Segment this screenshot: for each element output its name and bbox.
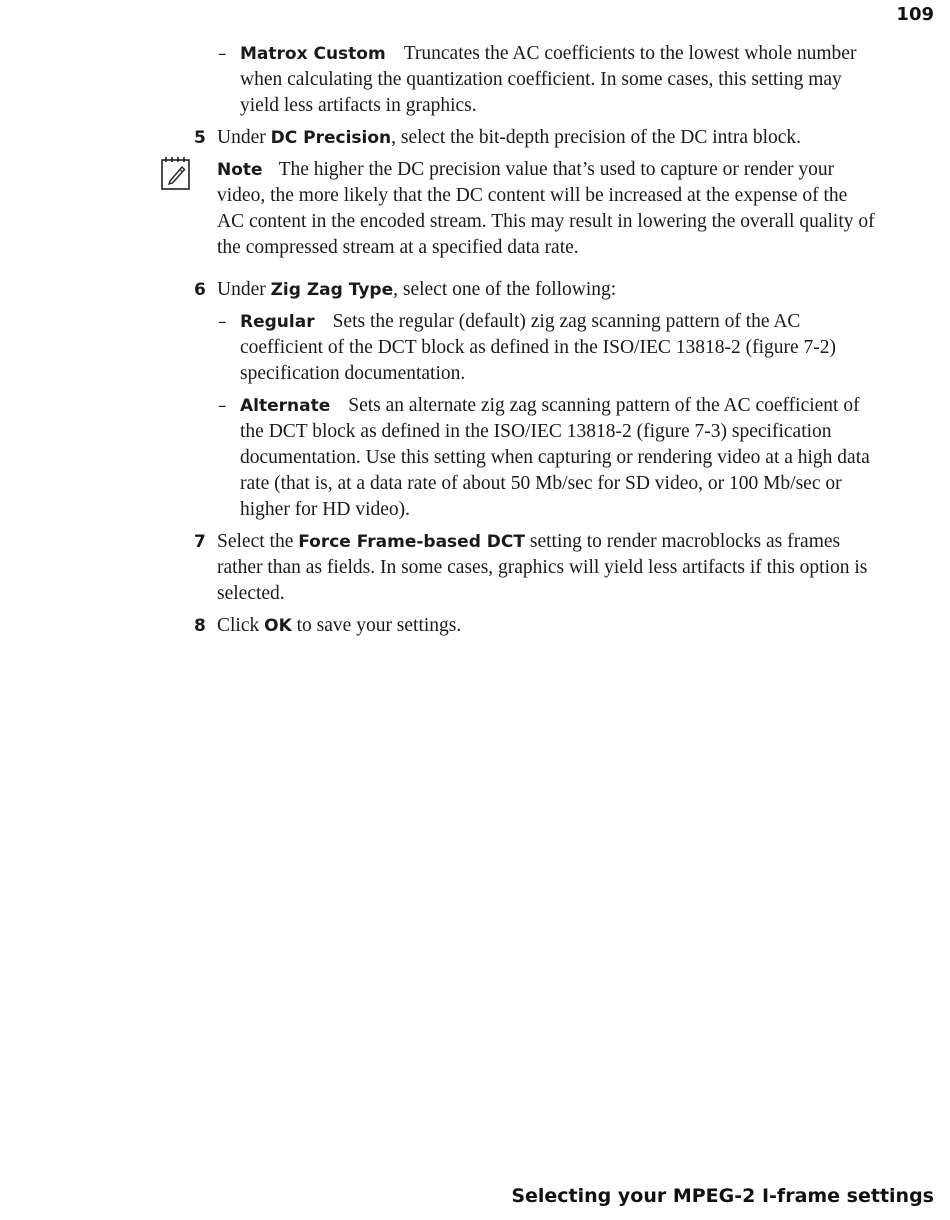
step-number: 7 [194, 532, 206, 552]
option-description: Truncates the AC coefficients to the lowest whole number when calculating the quantization coefficient. In some cases, this setting may yield less artifacts in graphics. [240, 43, 857, 116]
note-text: The higher the DC precision value that’s used to capture or render your video, the more likely that the DC content will be increased at the expense of the AC content in the encoded stream. This may result in lowering the overall quality of the compressed stream at a specified data rate. [217, 159, 875, 258]
note-label: Note [217, 160, 263, 180]
section-footer-title: Selecting your MPEG-2 I-frame settings [511, 1185, 934, 1207]
option-regular [218, 309, 876, 387]
option-description: Sets an alternate zig zag scanning pattern of the AC coefficient of the DCT block as defined in the ISO/IEC 13818-2 (figure 7-3) specification documentation. Use this setting when capturing or rendering video at a high data rate (that is, at a data rate of about 50 Mb/sec for SD video, or 100 Mb/sec or higher for HD video). [240, 395, 870, 520]
page-content [0, 41, 950, 645]
step-term: DC Precision [270, 128, 392, 148]
step-5 [194, 125, 877, 151]
option-alternate [218, 393, 876, 523]
step-term: Force Frame-based DCT [298, 532, 525, 552]
step-text-prefix: Click [217, 615, 265, 636]
step-text-suffix: to save your settings. [291, 615, 462, 636]
note-pencil-icon [160, 155, 192, 191]
step-number: 5 [194, 128, 206, 148]
option-description: Sets the regular (default) zig zag scanning pattern of the AC coefficient of the DCT block as defined in the ISO/IEC 13818-2 (figure 7-2) specification documentation. [240, 311, 837, 384]
step-8 [194, 613, 877, 639]
dash-bullet: – [218, 44, 227, 64]
step-text-prefix: Under [217, 127, 271, 148]
page-number: 109 [896, 4, 934, 25]
option-term: Matrox Custom [240, 44, 386, 64]
step-text-suffix: , select the bit-depth precision of the DC intra block. [391, 127, 802, 148]
step-term: OK [264, 616, 292, 636]
option-term: Alternate [240, 396, 331, 416]
step-term: Zig Zag Type [270, 280, 394, 300]
step-6 [194, 277, 877, 303]
step-text-suffix: , select one of the following: [393, 279, 617, 300]
step-text-suffix: setting to render macroblocks as frames rather than as fields. In some cases, graphics will yield less artifacts if this option is selected. [217, 531, 868, 604]
step-text-prefix: Select the [217, 531, 299, 552]
step-number: 6 [194, 280, 206, 300]
option-term: Regular [240, 312, 315, 332]
option-matrox-custom [218, 41, 876, 119]
step-number: 8 [194, 616, 206, 636]
step-text-prefix: Under [217, 279, 271, 300]
dash-bullet: – [218, 312, 227, 332]
note-block [217, 157, 877, 261]
step-7 [194, 529, 877, 607]
dash-bullet: – [218, 396, 227, 416]
